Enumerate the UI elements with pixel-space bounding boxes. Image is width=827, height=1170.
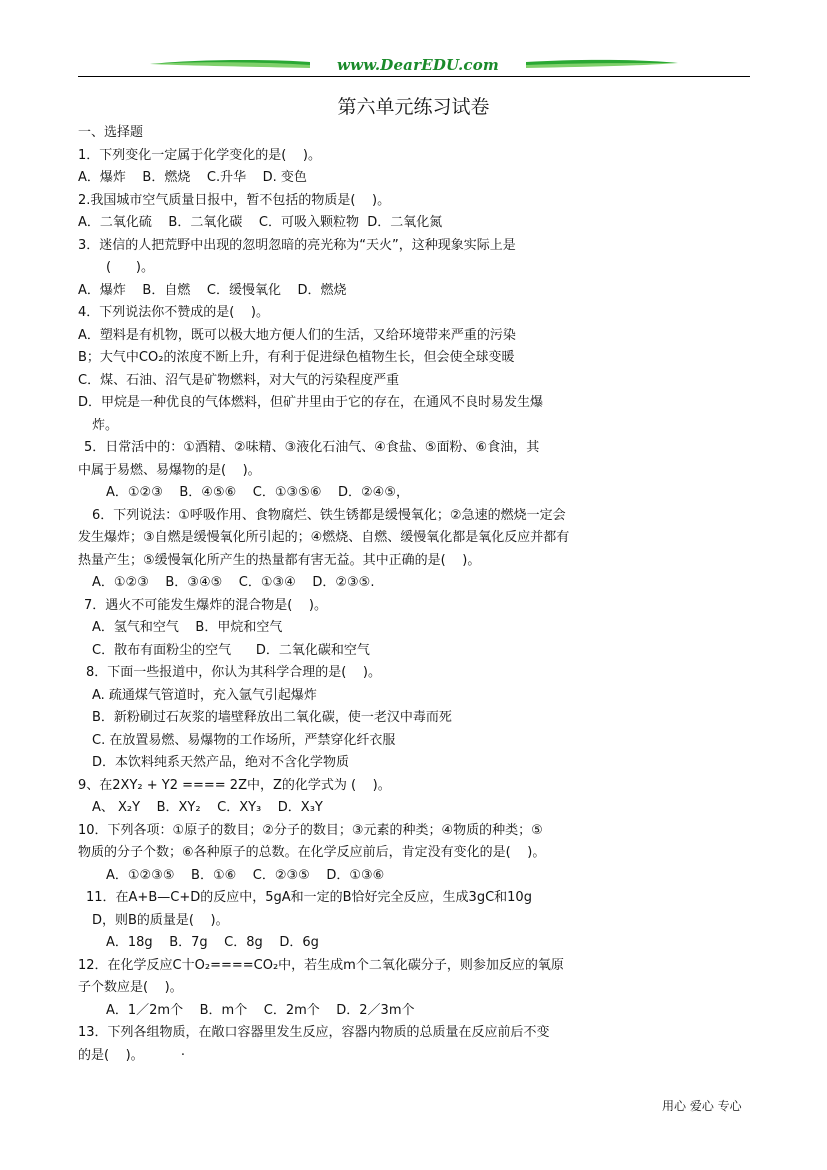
- exam-text-line: D．甲烷是一种优良的气体燃料，但矿井里由于它的存在，在通风不良时易发生爆: [78, 395, 544, 410]
- exam-text-line: 10．下列各项：①原子的数目；②分子的数目；③元素的种类；④物质的种类；⑤: [78, 822, 543, 838]
- exam-text-line: 炸。: [92, 417, 119, 433]
- exam-text-line: 发生爆炸；③自燃是缓慢氧化所引起的；④燃烧、自燃、缓慢氧化都是氧化反应并都有: [78, 530, 570, 545]
- exam-text-line: 一、选择题: [78, 125, 144, 140]
- exam-text-line: A. 疏通煤气管道时，充入氩气引起爆炸: [92, 687, 317, 703]
- exam-text-line: A．氢气和空气 B．甲烷和空气: [92, 620, 283, 635]
- exam-text-line: D．本饮料纯系天然产品，绝对不含化学物质: [92, 755, 350, 770]
- exam-text-line: 6．下列说法：①呼吸作用、食物腐烂、铁生锈都是缓慢氧化；②急速的燃烧一定会: [92, 507, 566, 523]
- exam-text-line: 2.我国城市空气质量日报中，暂不包括的物质是( )。: [78, 192, 391, 208]
- exam-text-line: 12．在化学反应C十O₂====CO₂中，若生成m个二氧化碳分子，则参加反应的氧原: [78, 957, 564, 973]
- exam-text-line: C．煤、石油、沼气是矿物燃料，对大气的污染程度严重: [78, 372, 400, 388]
- exam-text-line: A．爆炸 B．燃烧 C.升华 D. 变色: [78, 170, 307, 185]
- exam-text-line: A．①②③ B．③④⑤ C．①③④ D．②③⑤.: [92, 575, 375, 590]
- exam-text-line: A．①②③ B．④⑤⑥ C．①③⑤⑥ D．②④⑤，: [106, 485, 409, 500]
- exam-text-line: C．散布有面粉尘的空气 D．二氧化碳和空气: [92, 642, 370, 658]
- header-brand-text: www.DearEDU.com: [336, 56, 499, 74]
- exam-text-line: 3．迷信的人把荒野中出现的忽明忽暗的亮光称为“天火”，这种现象实际上是: [78, 237, 516, 253]
- exam-text-line: A．二氧化硫 B．二氧化碳 C．可吸入颗粒物 D．二氧化氮: [78, 215, 443, 230]
- exam-text-line: 物质的分子个数；⑥各种原子的总数。在化学反应前后，肯定没有变化的是( )。: [78, 845, 546, 860]
- exam-text-line: ( )。: [106, 260, 154, 275]
- header-divider: [78, 76, 750, 77]
- exam-text-line: 中属于易燃、易爆物的是( )。: [78, 462, 261, 478]
- exam-text-line: A．18g B．7g C．8g D．6g: [106, 935, 319, 950]
- page-title: 第六单元练习试卷: [337, 96, 490, 118]
- exam-text-line: 4．下列说法你不赞成的是( )。: [78, 305, 269, 320]
- exam-text-line: 13．下列各组物质，在敞口容器里发生反应，容器内物质的总质量在反应前后不变: [78, 1025, 550, 1040]
- exam-text-line: 子个数应是( )。: [78, 980, 183, 995]
- exam-text-line: 热量产生；⑤缓慢氧化所产生的热量都有害无益。其中正确的是( )。: [78, 552, 481, 568]
- exam-text-line: A．塑料是有机物，既可以极大地方便人们的生活，又给环境带来严重的污染: [78, 327, 516, 343]
- exam-text-line: D，则B的质量是( )。: [92, 912, 229, 928]
- exam-text-line: 8．下面一些报道中，你认为其科学合理的是( )。: [86, 665, 381, 680]
- exam-text-line: 5．日常活中的：①酒精、②味精、③液化石油气、④食盐、⑤面粉、⑥食油，其: [84, 440, 540, 455]
- exam-text-line: B．新粉刷过石灰浆的墙壁释放出二氧化碳，使一老汉中毒而死: [92, 710, 452, 725]
- exam-text-line: 1．下列变化一定属于化学变化的是( )。: [78, 147, 321, 163]
- exam-text-line: 11．在A+B—C+D的反应中，5gA和一定的B恰好完全反应，生成3gC和10g: [86, 890, 532, 905]
- exam-text-line: C. 在放置易燃、易爆物的工作场所，严禁穿化纤衣服: [92, 732, 396, 748]
- exam-text-line: 7．遇火不可能发生爆炸的混合物是( )。: [84, 597, 327, 613]
- exam-text-line: 的是( )。 ·: [78, 1047, 185, 1063]
- exam-text-line: 9、在2XY₂ + Y2 ==== 2Z中，Z的化学式为 ( )。: [78, 777, 391, 793]
- exam-text-line: A．①②③⑤ B．①⑥ C．②③⑤ D．①③⑥: [106, 867, 385, 883]
- exam-text-line: B；大气中CO₂的浓度不断上升，有利于促进绿色植物生长，但会使全球变暖: [78, 350, 515, 365]
- exam-text-line: A．爆炸 B．自燃 C．缓慢氧化 D．燃烧: [78, 282, 347, 298]
- page-footer: 用心 爱心 专心: [662, 1099, 742, 1113]
- exam-text-line: A．1／2m个 B．m个 C．2m个 D．2／3m个: [106, 1002, 415, 1018]
- exam-text-line: A、 X₂Y B．XY₂ C．XY₃ D．X₃Y: [92, 800, 323, 815]
